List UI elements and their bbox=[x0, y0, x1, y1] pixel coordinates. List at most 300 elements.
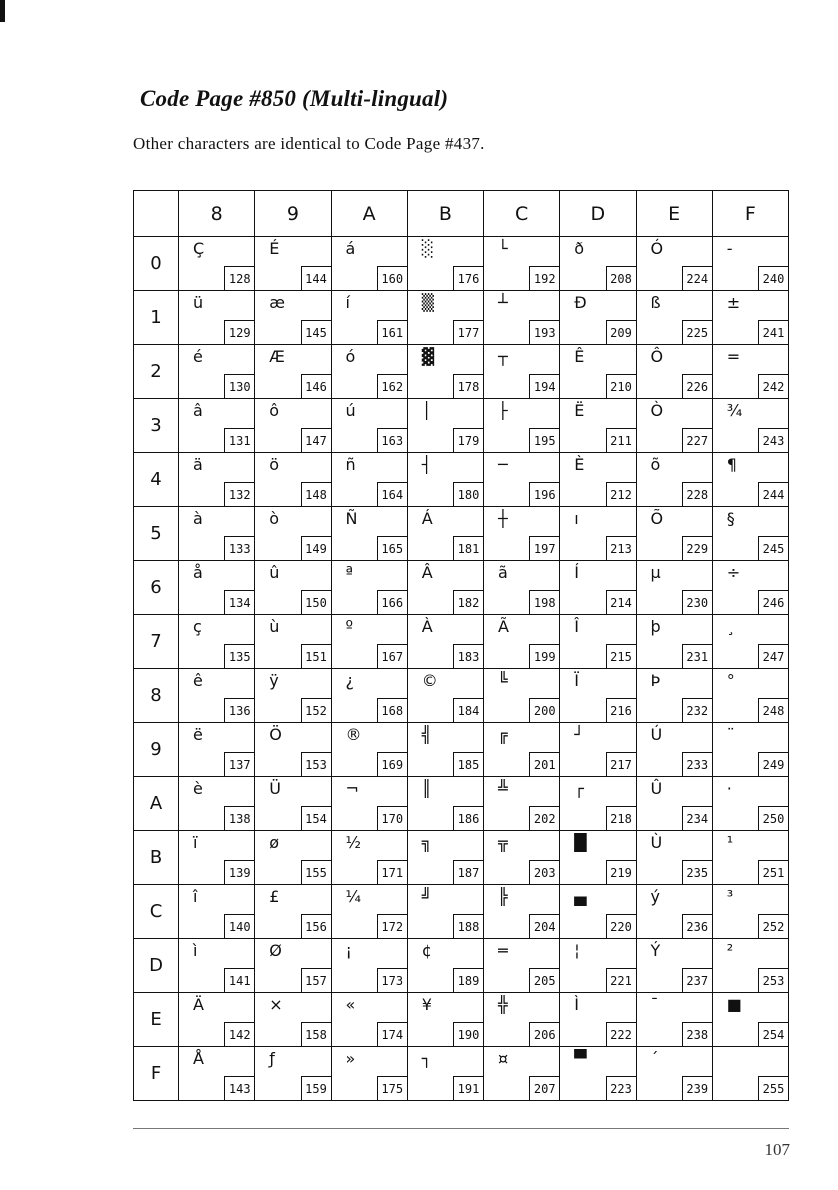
char-glyph: ╝ bbox=[421, 887, 432, 906]
char-glyph: ¤ bbox=[498, 1049, 509, 1068]
char-cell bbox=[407, 1047, 483, 1101]
char-glyph: ñ bbox=[345, 455, 356, 474]
char-code: 228 bbox=[682, 482, 713, 507]
char-code: 182 bbox=[453, 590, 484, 615]
char-code: 250 bbox=[758, 806, 789, 831]
char-code: 223 bbox=[606, 1076, 637, 1101]
char-code: 218 bbox=[606, 806, 637, 831]
char-code: 208 bbox=[606, 266, 637, 291]
char-glyph: ô bbox=[269, 401, 280, 420]
char-cell bbox=[636, 1047, 712, 1101]
char-code: 230 bbox=[682, 590, 713, 615]
char-cell bbox=[636, 291, 712, 345]
char-cell bbox=[179, 669, 255, 723]
char-code: 154 bbox=[301, 806, 332, 831]
char-code: 179 bbox=[453, 428, 484, 453]
char-cell bbox=[484, 291, 560, 345]
char-cell bbox=[179, 1047, 255, 1101]
char-cell bbox=[560, 291, 636, 345]
char-glyph: ¸ bbox=[726, 617, 735, 636]
char-code: 235 bbox=[682, 860, 713, 885]
char-code: 130 bbox=[224, 374, 255, 399]
char-code: 183 bbox=[453, 644, 484, 669]
char-glyph: ┘ bbox=[574, 725, 584, 744]
char-code: 181 bbox=[453, 536, 484, 561]
char-code: 222 bbox=[606, 1022, 637, 1047]
char-cell bbox=[407, 939, 483, 993]
char-glyph: é bbox=[193, 347, 203, 366]
char-cell bbox=[331, 399, 407, 453]
char-code: 158 bbox=[301, 1022, 332, 1047]
char-code: 141 bbox=[224, 968, 255, 993]
char-code: 139 bbox=[224, 860, 255, 885]
char-glyph: ¹ bbox=[726, 833, 734, 852]
char-glyph: ù bbox=[269, 617, 280, 636]
char-cell bbox=[179, 831, 255, 885]
char-glyph: î bbox=[193, 887, 198, 906]
char-glyph: ² bbox=[726, 941, 734, 960]
char-code: 172 bbox=[377, 914, 408, 939]
char-glyph: » bbox=[345, 1049, 356, 1068]
char-cell bbox=[484, 831, 560, 885]
row-header: E bbox=[134, 993, 179, 1047]
char-code: 184 bbox=[453, 698, 484, 723]
char-code: 175 bbox=[377, 1076, 408, 1101]
char-cell bbox=[179, 237, 255, 291]
char-glyph: ½ bbox=[345, 833, 362, 852]
char-glyph: █ bbox=[574, 833, 587, 852]
char-glyph: ┬ bbox=[498, 347, 508, 366]
footer-rule bbox=[133, 1128, 789, 1129]
char-glyph: ë bbox=[193, 725, 203, 744]
char-glyph: © bbox=[421, 671, 438, 690]
char-glyph: ¶ bbox=[726, 455, 737, 474]
char-code: 213 bbox=[606, 536, 637, 561]
char-glyph: º bbox=[345, 617, 354, 636]
char-glyph: ╔ bbox=[498, 725, 508, 744]
char-cell bbox=[560, 237, 636, 291]
char-code: 134 bbox=[224, 590, 255, 615]
char-glyph: Õ bbox=[650, 509, 664, 528]
char-code: 206 bbox=[529, 1022, 560, 1047]
char-cell bbox=[560, 1047, 636, 1101]
code-page-table bbox=[133, 190, 789, 1101]
table-row bbox=[134, 993, 789, 1047]
char-glyph: ¯ bbox=[650, 995, 659, 1014]
char-cell bbox=[255, 453, 331, 507]
row-header: 5 bbox=[134, 507, 179, 561]
char-cell bbox=[331, 939, 407, 993]
char-cell bbox=[255, 723, 331, 777]
char-cell bbox=[636, 777, 712, 831]
row-header: 8 bbox=[134, 669, 179, 723]
char-glyph: ┤ bbox=[421, 455, 432, 474]
char-cell bbox=[255, 561, 331, 615]
char-cell bbox=[255, 507, 331, 561]
char-code: 188 bbox=[453, 914, 484, 939]
char-code: 192 bbox=[529, 266, 560, 291]
table-row bbox=[134, 939, 789, 993]
char-code: 243 bbox=[758, 428, 789, 453]
char-glyph: å bbox=[193, 563, 203, 582]
char-code: 170 bbox=[377, 806, 408, 831]
table-row bbox=[134, 669, 789, 723]
char-glyph: í bbox=[345, 293, 350, 312]
char-code: 153 bbox=[301, 752, 332, 777]
page-subtitle: Other characters are identical to Code Page #437. bbox=[133, 134, 485, 153]
row-header: 2 bbox=[134, 345, 179, 399]
char-code: 249 bbox=[758, 752, 789, 777]
char-code: 168 bbox=[377, 698, 408, 723]
char-glyph: ▓ bbox=[421, 347, 435, 366]
char-code: 171 bbox=[377, 860, 408, 885]
char-glyph: ╣ bbox=[421, 725, 432, 744]
char-glyph: Ê bbox=[574, 347, 585, 366]
char-glyph: ï bbox=[193, 833, 198, 852]
char-glyph: á bbox=[345, 239, 356, 258]
char-code: 239 bbox=[682, 1076, 713, 1101]
char-code: 160 bbox=[377, 266, 408, 291]
char-cell bbox=[407, 615, 483, 669]
char-cell bbox=[255, 669, 331, 723]
char-code: 234 bbox=[682, 806, 713, 831]
char-glyph: ■ bbox=[726, 995, 742, 1014]
char-glyph: × bbox=[269, 995, 283, 1014]
char-code: 189 bbox=[453, 968, 484, 993]
char-cell bbox=[484, 615, 560, 669]
char-cell bbox=[179, 993, 255, 1047]
char-glyph: ı bbox=[574, 509, 579, 528]
char-cell bbox=[255, 993, 331, 1047]
char-cell bbox=[179, 615, 255, 669]
char-glyph: ╚ bbox=[498, 671, 508, 690]
char-glyph: ¼ bbox=[345, 887, 362, 906]
char-cell bbox=[331, 723, 407, 777]
char-glyph: ä bbox=[193, 455, 203, 474]
char-code: 163 bbox=[377, 428, 408, 453]
char-code: 186 bbox=[453, 806, 484, 831]
char-cell bbox=[407, 669, 483, 723]
char-cell bbox=[484, 939, 560, 993]
char-cell bbox=[636, 723, 712, 777]
char-cell bbox=[560, 669, 636, 723]
char-code: 197 bbox=[529, 536, 560, 561]
char-glyph: ¬ bbox=[345, 779, 359, 798]
row-header: C bbox=[134, 885, 179, 939]
char-code: 152 bbox=[301, 698, 332, 723]
table-row bbox=[134, 399, 789, 453]
char-cell bbox=[407, 237, 483, 291]
char-glyph: ║ bbox=[421, 779, 432, 798]
char-glyph: ü bbox=[193, 293, 204, 312]
char-cell bbox=[484, 993, 560, 1047]
char-glyph: ┴ bbox=[498, 293, 508, 312]
char-code: 211 bbox=[606, 428, 637, 453]
char-code: 155 bbox=[301, 860, 332, 885]
char-code: 176 bbox=[453, 266, 484, 291]
row-header: 3 bbox=[134, 399, 179, 453]
char-cell bbox=[712, 453, 788, 507]
char-glyph: ┌ bbox=[574, 779, 584, 798]
char-glyph: ├ bbox=[498, 401, 508, 420]
char-cell bbox=[407, 453, 483, 507]
char-glyph: ¨ bbox=[726, 725, 735, 744]
char-cell bbox=[636, 885, 712, 939]
char-glyph: ¿ bbox=[345, 671, 354, 690]
table-row bbox=[134, 831, 789, 885]
char-code: 149 bbox=[301, 536, 332, 561]
char-cell bbox=[407, 345, 483, 399]
char-glyph: ░ bbox=[421, 239, 435, 258]
char-glyph: Ø bbox=[269, 941, 282, 960]
char-glyph: ¥ bbox=[421, 995, 432, 1014]
char-code: 238 bbox=[682, 1022, 713, 1047]
char-cell bbox=[331, 777, 407, 831]
char-code: 219 bbox=[606, 860, 637, 885]
char-glyph: ø bbox=[269, 833, 280, 852]
char-code: 205 bbox=[529, 968, 560, 993]
char-code: 209 bbox=[606, 320, 637, 345]
char-cell bbox=[484, 237, 560, 291]
char-glyph: ã bbox=[498, 563, 508, 582]
char-glyph: Ò bbox=[650, 401, 664, 420]
char-code: 129 bbox=[224, 320, 255, 345]
char-glyph: « bbox=[345, 995, 356, 1014]
char-cell bbox=[331, 345, 407, 399]
char-cell bbox=[255, 1047, 331, 1101]
char-glyph: Û bbox=[650, 779, 663, 798]
char-cell bbox=[331, 1047, 407, 1101]
char-cell bbox=[255, 777, 331, 831]
char-code: 148 bbox=[301, 482, 332, 507]
char-glyph: ê bbox=[193, 671, 203, 690]
char-cell bbox=[255, 939, 331, 993]
row-header: 1 bbox=[134, 291, 179, 345]
char-code: 212 bbox=[606, 482, 637, 507]
char-cell bbox=[179, 291, 255, 345]
char-code: 233 bbox=[682, 752, 713, 777]
char-glyph: ú bbox=[345, 401, 356, 420]
char-cell bbox=[331, 993, 407, 1047]
char-glyph: ¢ bbox=[421, 941, 432, 960]
char-glyph: ° bbox=[726, 671, 735, 690]
char-glyph: · bbox=[726, 779, 732, 798]
char-cell bbox=[179, 345, 255, 399]
char-glyph: - bbox=[726, 239, 733, 258]
table-row bbox=[134, 237, 789, 291]
char-glyph: þ bbox=[650, 617, 661, 636]
char-code: 164 bbox=[377, 482, 408, 507]
char-cell bbox=[331, 615, 407, 669]
char-code: 237 bbox=[682, 968, 713, 993]
char-glyph: Ô bbox=[650, 347, 664, 366]
char-code: 198 bbox=[529, 590, 560, 615]
char-cell bbox=[636, 507, 712, 561]
table-row bbox=[134, 291, 789, 345]
char-code: 136 bbox=[224, 698, 255, 723]
char-glyph: è bbox=[193, 779, 203, 798]
char-code: 248 bbox=[758, 698, 789, 723]
char-code: 240 bbox=[758, 266, 789, 291]
page-title: Code Page #850 (Multi-lingual) bbox=[140, 86, 449, 111]
char-code: 131 bbox=[224, 428, 255, 453]
char-code: 165 bbox=[377, 536, 408, 561]
char-cell bbox=[560, 615, 636, 669]
char-glyph: ═ bbox=[498, 941, 508, 960]
table-row bbox=[134, 723, 789, 777]
char-cell bbox=[179, 399, 255, 453]
char-code: 174 bbox=[377, 1022, 408, 1047]
char-glyph: └ bbox=[498, 239, 508, 258]
char-code: 169 bbox=[377, 752, 408, 777]
char-code: 196 bbox=[529, 482, 560, 507]
char-cell bbox=[636, 453, 712, 507]
char-glyph: Ö bbox=[269, 725, 282, 744]
char-code: 190 bbox=[453, 1022, 484, 1047]
char-glyph: ç bbox=[193, 617, 202, 636]
char-cell bbox=[484, 777, 560, 831]
char-glyph: É bbox=[269, 239, 280, 258]
char-code: 173 bbox=[377, 968, 408, 993]
char-cell bbox=[179, 561, 255, 615]
char-glyph: ▒ bbox=[421, 293, 435, 312]
char-cell bbox=[560, 453, 636, 507]
char-code: 128 bbox=[224, 266, 255, 291]
char-glyph: ╦ bbox=[498, 833, 508, 852]
char-cell bbox=[484, 399, 560, 453]
char-cell bbox=[331, 561, 407, 615]
char-glyph: Â bbox=[421, 563, 433, 582]
char-glyph: õ bbox=[650, 455, 661, 474]
char-cell bbox=[179, 507, 255, 561]
column-header: 9 bbox=[255, 191, 331, 237]
column-header: B bbox=[407, 191, 483, 237]
row-header: 4 bbox=[134, 453, 179, 507]
char-glyph: ò bbox=[269, 509, 280, 528]
char-cell bbox=[636, 669, 712, 723]
char-code: 187 bbox=[453, 860, 484, 885]
char-code: 207 bbox=[529, 1076, 560, 1101]
char-code: 140 bbox=[224, 914, 255, 939]
char-code: 161 bbox=[377, 320, 408, 345]
char-cell bbox=[560, 561, 636, 615]
char-cell bbox=[331, 885, 407, 939]
char-glyph: ┼ bbox=[498, 509, 508, 528]
char-cell bbox=[331, 291, 407, 345]
char-code: 142 bbox=[224, 1022, 255, 1047]
char-code: 195 bbox=[529, 428, 560, 453]
char-cell bbox=[407, 399, 483, 453]
char-glyph: ª bbox=[345, 563, 354, 582]
char-cell bbox=[179, 885, 255, 939]
char-code: 178 bbox=[453, 374, 484, 399]
char-glyph: ± bbox=[726, 293, 741, 312]
table-row bbox=[134, 615, 789, 669]
char-glyph: Ð bbox=[574, 293, 587, 312]
char-glyph: Ë bbox=[574, 401, 585, 420]
char-cell bbox=[255, 885, 331, 939]
char-code: 227 bbox=[682, 428, 713, 453]
char-cell bbox=[712, 345, 788, 399]
row-header: 6 bbox=[134, 561, 179, 615]
char-glyph: ÿ bbox=[269, 671, 279, 690]
char-code: 253 bbox=[758, 968, 789, 993]
char-glyph: ¡ bbox=[345, 941, 352, 960]
corner-cell bbox=[134, 191, 179, 237]
char-code: 144 bbox=[301, 266, 332, 291]
char-code: 241 bbox=[758, 320, 789, 345]
char-cell bbox=[712, 993, 788, 1047]
char-code: 244 bbox=[758, 482, 789, 507]
page-number: 107 bbox=[764, 1140, 790, 1159]
char-glyph: Á bbox=[421, 509, 433, 528]
char-cell bbox=[179, 723, 255, 777]
column-header: E bbox=[636, 191, 712, 237]
char-code: 185 bbox=[453, 752, 484, 777]
char-code: 217 bbox=[606, 752, 637, 777]
char-cell bbox=[712, 237, 788, 291]
char-cell bbox=[636, 561, 712, 615]
char-code: 216 bbox=[606, 698, 637, 723]
char-glyph: ▀ bbox=[574, 1049, 587, 1068]
char-code: 215 bbox=[606, 644, 637, 669]
char-glyph: Ü bbox=[269, 779, 281, 798]
char-glyph: ╠ bbox=[498, 887, 508, 906]
char-glyph: ³ bbox=[726, 887, 734, 906]
char-code: 159 bbox=[301, 1076, 332, 1101]
char-cell bbox=[560, 831, 636, 885]
char-glyph: Å bbox=[193, 1049, 204, 1068]
char-code: 177 bbox=[453, 320, 484, 345]
char-code: 147 bbox=[301, 428, 332, 453]
char-glyph: = bbox=[726, 347, 741, 366]
char-cell bbox=[484, 561, 560, 615]
char-glyph: À bbox=[421, 617, 433, 636]
char-code: 203 bbox=[529, 860, 560, 885]
row-header: F bbox=[134, 1047, 179, 1101]
char-cell bbox=[484, 1047, 560, 1101]
column-header: A bbox=[331, 191, 407, 237]
char-glyph: § bbox=[726, 509, 735, 528]
char-code: 162 bbox=[377, 374, 408, 399]
char-glyph: Ù bbox=[650, 833, 663, 852]
char-cell bbox=[484, 453, 560, 507]
char-cell bbox=[255, 399, 331, 453]
char-code: 247 bbox=[758, 644, 789, 669]
char-glyph: µ bbox=[650, 563, 661, 582]
char-cell bbox=[712, 669, 788, 723]
char-glyph: Ã bbox=[498, 617, 509, 636]
char-code: 133 bbox=[224, 536, 255, 561]
char-cell bbox=[331, 669, 407, 723]
char-code: 200 bbox=[529, 698, 560, 723]
char-glyph: Ñ bbox=[345, 509, 358, 528]
char-glyph: Î bbox=[574, 617, 579, 636]
char-code: 229 bbox=[682, 536, 713, 561]
char-cell bbox=[560, 723, 636, 777]
char-glyph: ¾ bbox=[726, 401, 743, 420]
char-code: 236 bbox=[682, 914, 713, 939]
char-cell bbox=[712, 507, 788, 561]
char-cell bbox=[636, 831, 712, 885]
char-code: 214 bbox=[606, 590, 637, 615]
char-glyph: ÷ bbox=[726, 563, 741, 582]
row-header: 9 bbox=[134, 723, 179, 777]
char-glyph: Ó bbox=[650, 239, 664, 258]
char-cell bbox=[407, 993, 483, 1047]
char-code: 146 bbox=[301, 374, 332, 399]
char-cell bbox=[484, 507, 560, 561]
